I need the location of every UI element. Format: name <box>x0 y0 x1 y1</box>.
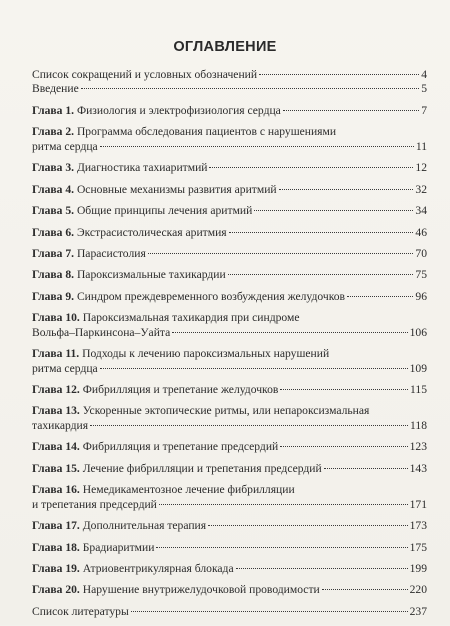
toc-entry-text-line1: Пароксизмальная тахикардия при синдроме <box>82 311 300 325</box>
toc-entry <box>32 562 427 576</box>
chapter-label: Глава 13. <box>32 404 80 418</box>
toc-page-number: 237 <box>409 604 427 618</box>
dot-leader <box>156 547 407 548</box>
toc-entry-text: Список литературы <box>32 604 129 618</box>
dot-leader <box>347 296 413 297</box>
chapter-label: Глава 6. <box>32 225 75 239</box>
toc-entry-text: Дополнительная терапия <box>82 519 207 533</box>
dot-leader <box>259 74 419 75</box>
toc-entry <box>32 226 427 240</box>
toc-page-number: 106 <box>409 325 427 339</box>
chapter-label: Глава 10. <box>32 311 80 325</box>
toc-entry-text: Синдром преждевременного возбуждения желудочков <box>76 289 346 303</box>
dot-leader <box>81 88 419 89</box>
dot-leader <box>322 589 408 590</box>
dot-leader <box>236 568 408 569</box>
toc-entry-text: Диагностика тахиаритмий <box>76 161 208 175</box>
dot-leader <box>208 525 408 526</box>
chapter-label: Глава 15. <box>32 461 80 475</box>
toc-entry-text: Список сокращений и условных обозначений <box>32 68 258 81</box>
toc-entry-text: Пароксизмальные тахикардии <box>76 268 226 282</box>
toc-entry-text: Основные механизмы развития аритмий <box>76 182 277 196</box>
dot-leader <box>100 146 414 147</box>
toc-page-number: 175 <box>409 540 427 554</box>
dot-leader <box>254 210 413 211</box>
toc-page-number: 171 <box>409 497 427 511</box>
toc-entry <box>32 247 427 261</box>
chapter-label: Глава 12. <box>32 383 80 396</box>
table-of-contents <box>32 68 427 626</box>
toc-entry-text: Физиология и электрофизиология сердца <box>76 103 281 117</box>
toc-page-number: 32 <box>415 182 427 196</box>
chapter-label: Глава 3. <box>32 161 75 175</box>
toc-entry <box>32 483 427 512</box>
toc-entry <box>32 347 427 376</box>
dot-leader <box>148 253 414 254</box>
dot-leader <box>229 232 414 233</box>
toc-entry <box>32 183 427 197</box>
toc-entry-text: Брадиаритмии <box>82 540 155 554</box>
toc-entry-text: Введение <box>32 82 79 96</box>
toc-entry-text: Общие принципы лечения аритмий <box>76 204 253 218</box>
chapter-label: Глава 20. <box>32 583 80 597</box>
chapter-label: Глава 8. <box>32 268 75 282</box>
chapter-label: Глава 14. <box>32 440 80 454</box>
toc-entry <box>32 290 427 304</box>
toc-entry-text: Фибрилляция и трепетание предсердий <box>82 440 279 454</box>
toc-entry <box>32 583 427 597</box>
toc-page-number: 199 <box>409 561 427 575</box>
chapter-label: Глава 18. <box>32 540 80 554</box>
toc-page-number: 70 <box>415 246 427 260</box>
toc-entry <box>32 462 427 476</box>
dot-leader <box>228 274 414 275</box>
toc-entry-text: Нарушение внутрижелудочковой проводимости <box>82 583 320 597</box>
toc-entry-text: и трепетания предсердий <box>32 497 157 511</box>
toc-entry-text: Фибрилляция и трепетание желудочков <box>82 383 279 396</box>
page-title: ОГЛАВЛЕНИЕ <box>173 39 277 55</box>
toc-entry <box>32 605 427 619</box>
toc-entry-text: Вольфа–Паркинсона–Уайта <box>32 325 171 339</box>
toc-entry <box>32 404 427 433</box>
toc-page-number: 46 <box>415 225 427 239</box>
chapter-label: Глава 17. <box>32 519 80 533</box>
toc-page-number: 34 <box>415 204 427 218</box>
toc-entry-text: Лечение фибрилляции и трепетания предсердий <box>82 461 322 475</box>
dot-leader <box>159 504 408 505</box>
dot-leader <box>280 446 407 447</box>
toc-entry <box>32 204 427 218</box>
toc-page-number: 11 <box>415 139 427 153</box>
toc-entry-text-line1: Программа обследования пациентов с нарушениями <box>76 125 337 139</box>
toc-page-number: 109 <box>409 361 427 375</box>
toc-entry <box>32 311 427 340</box>
toc-page-number: 123 <box>409 440 427 454</box>
toc-entry <box>32 440 427 454</box>
toc-entry <box>32 82 427 96</box>
toc-entry <box>32 268 427 282</box>
toc-entry <box>32 541 427 555</box>
dot-leader <box>209 167 413 168</box>
toc-entry-text: ритма сердца <box>32 361 98 375</box>
toc-entry-text: тахикардия <box>32 418 89 432</box>
toc-entry <box>32 125 427 154</box>
chapter-label: Глава 2. <box>32 125 75 139</box>
toc-entry <box>32 519 427 533</box>
toc-page-number: 4 <box>421 68 427 81</box>
toc-entry-text: Парасистолия <box>76 246 146 260</box>
chapter-label: Глава 9. <box>32 289 75 303</box>
dot-leader <box>100 368 408 369</box>
toc-entry <box>32 383 427 397</box>
dot-leader <box>280 389 408 390</box>
chapter-label: Глава 7. <box>32 246 75 260</box>
toc-entry-text-line1: Подходы к лечению пароксизмальных нарушений <box>82 347 330 361</box>
toc-page-number: 75 <box>415 268 427 282</box>
toc-page-number: 115 <box>410 383 427 396</box>
toc-entry-text-line1: Ускоренные эктопические ритмы, или непароксизмальная <box>82 404 370 418</box>
toc-entry <box>32 68 427 82</box>
toc-entry <box>32 104 427 118</box>
toc-entry <box>32 161 427 175</box>
dot-leader <box>283 110 419 111</box>
toc-page-number: 220 <box>409 583 427 597</box>
chapter-label: Глава 16. <box>32 483 80 497</box>
chapter-label: Глава 5. <box>32 204 75 218</box>
chapter-label: Глава 1. <box>32 103 75 117</box>
chapter-label: Глава 4. <box>32 182 75 196</box>
dot-leader <box>279 189 414 190</box>
dot-leader <box>90 425 408 426</box>
toc-page-number: 118 <box>410 418 427 432</box>
dot-leader <box>131 611 408 612</box>
toc-entry-text: ритма сердца <box>32 139 98 153</box>
toc-entry-text: Атриовентрикулярная блокада <box>82 561 234 575</box>
chapter-label: Глава 11. <box>32 347 80 361</box>
toc-page-number: 96 <box>415 289 427 303</box>
toc-page-number: 173 <box>409 519 427 533</box>
chapter-label: Глава 19. <box>32 561 80 575</box>
toc-page-number: 7 <box>421 103 427 117</box>
dot-leader <box>172 332 407 333</box>
dot-leader <box>324 468 408 469</box>
toc-page-number: 12 <box>415 161 427 175</box>
toc-entry-text-line1: Немедикаментозное лечение фибрилляции <box>82 483 295 497</box>
toc-entry-text: Экстрасистолическая аритмия <box>76 225 227 239</box>
toc-page-number: 143 <box>409 461 427 475</box>
toc-page-number: 5 <box>421 82 427 96</box>
